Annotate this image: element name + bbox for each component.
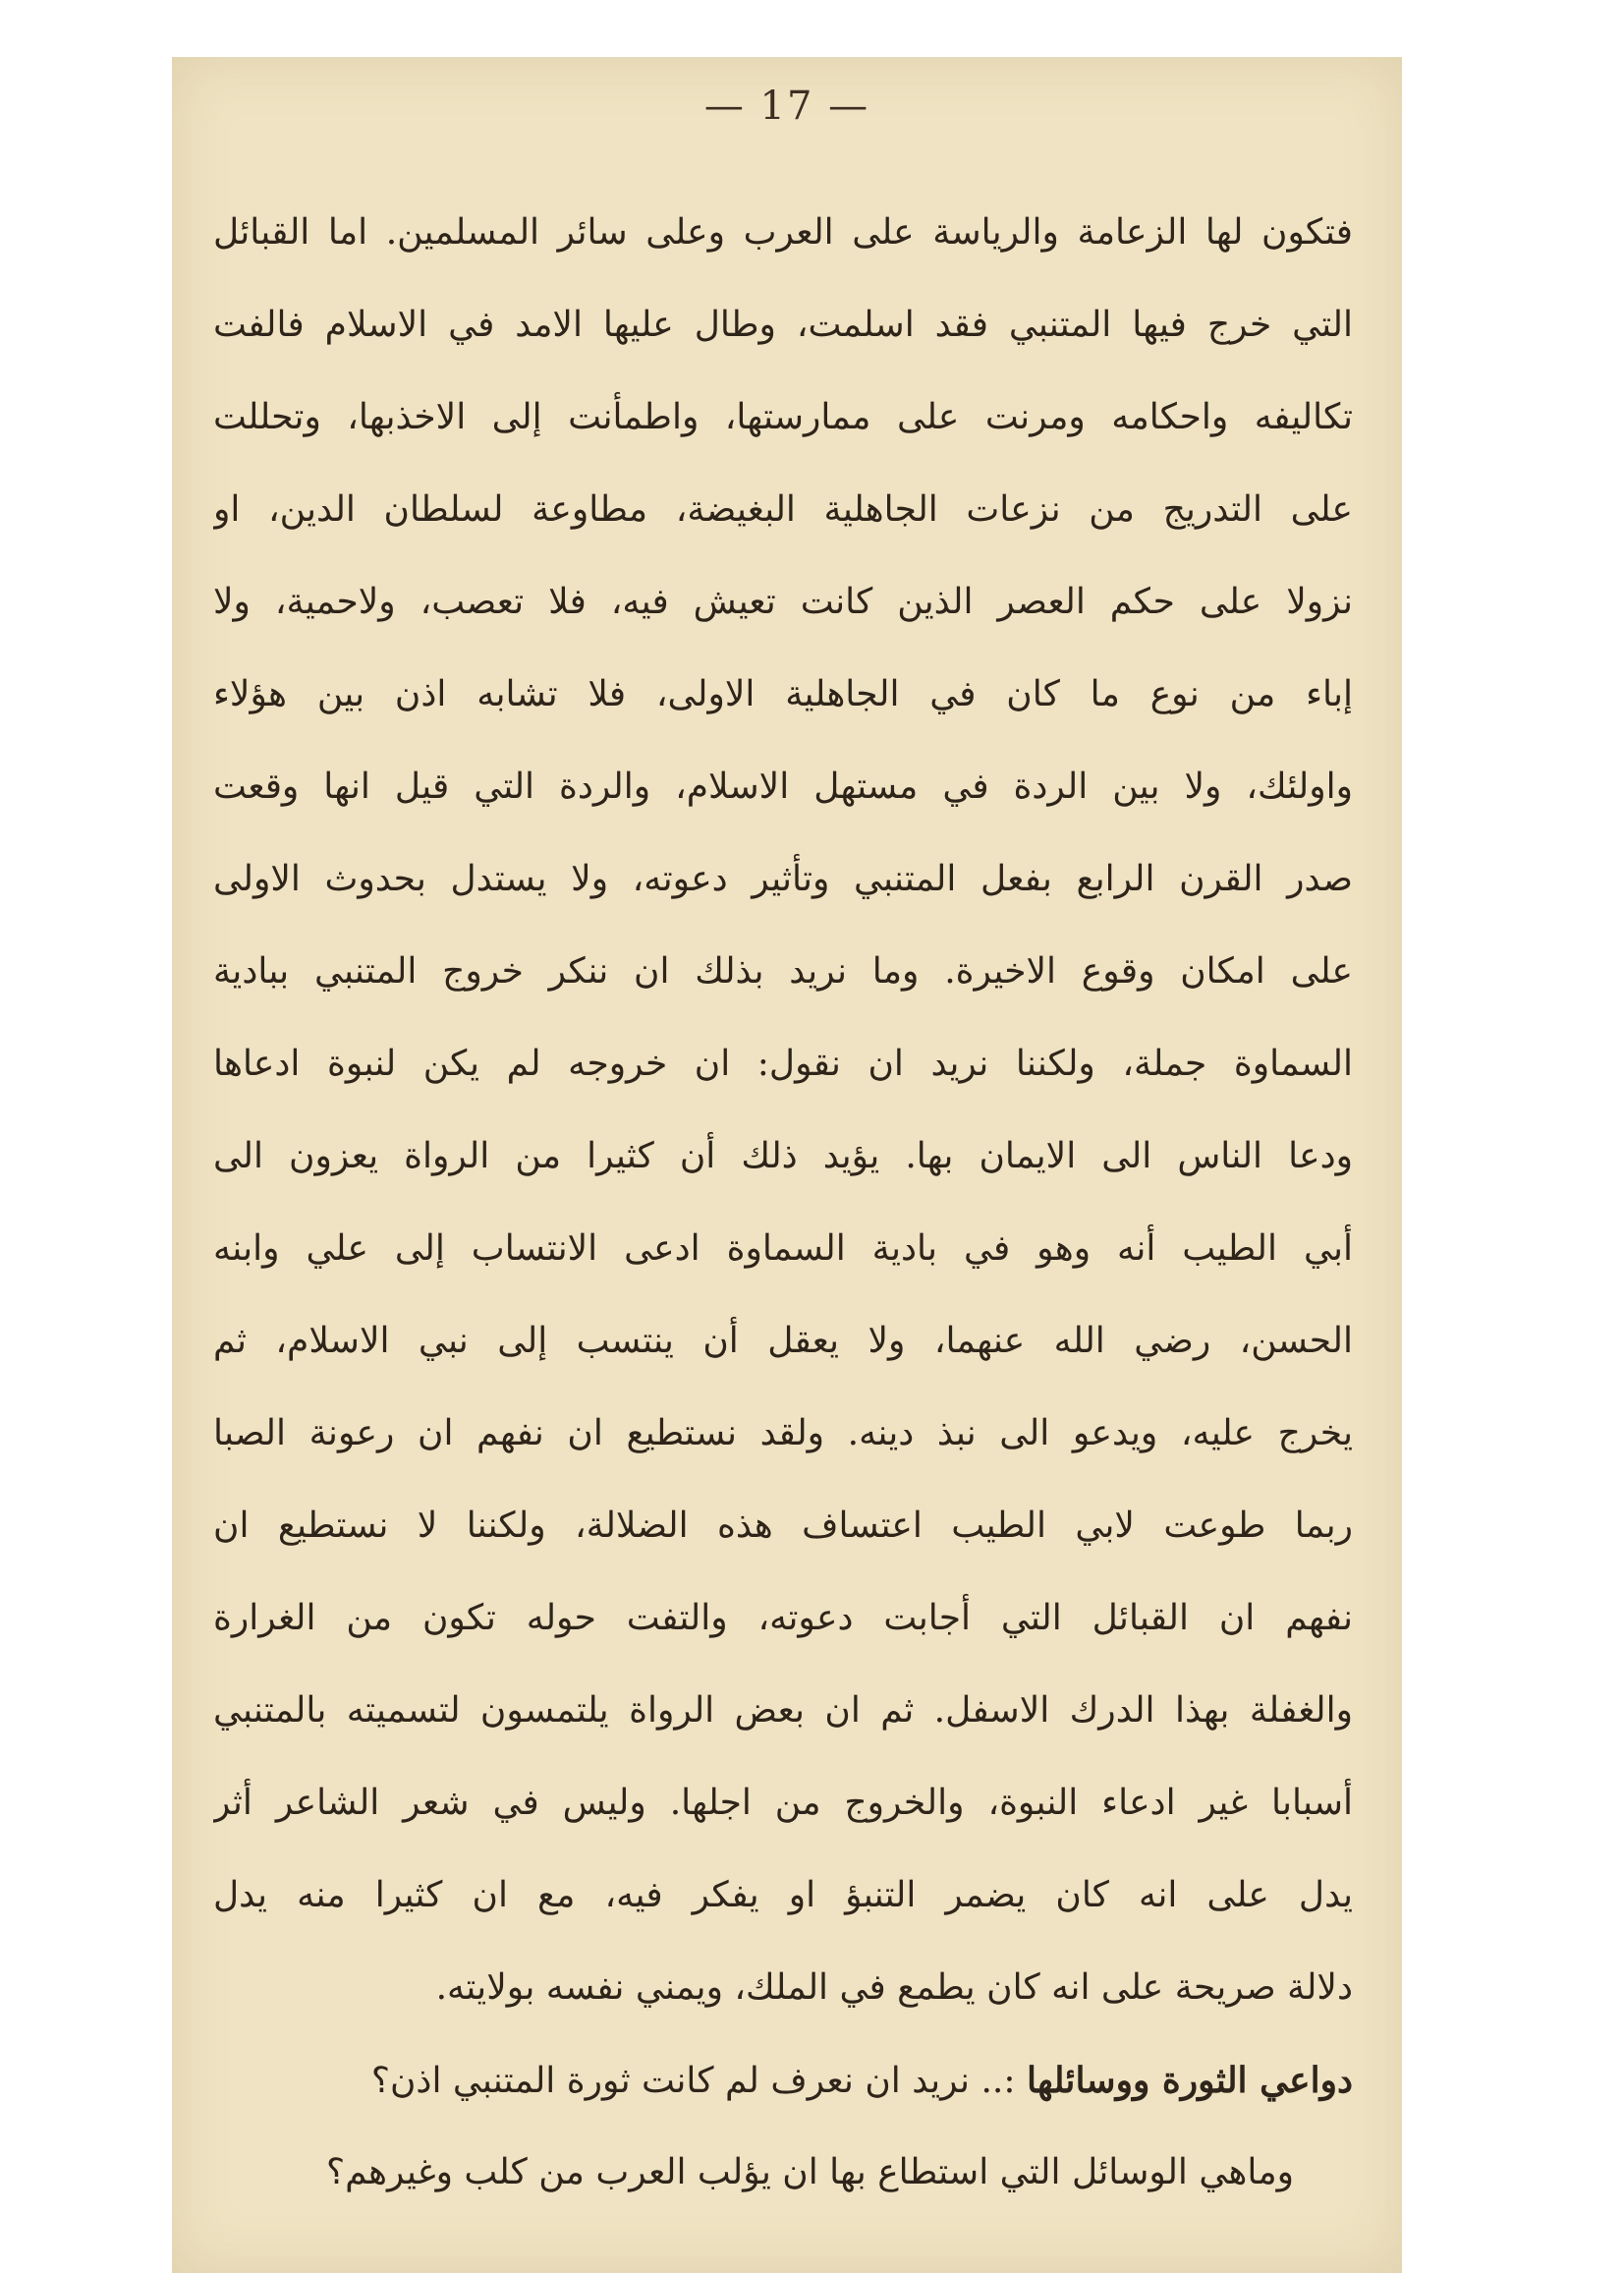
- text-line: واولئك، ولا بين الردة في مستهل الاسلام، والردة التي قيل انها وقعت: [213, 767, 1353, 807]
- body-text: [172, 187, 1402, 2219]
- text-line: نزولا على حكم العصر الذين كانت تعيش فيه، فلا تعصب، ولاحمية، ولا: [213, 582, 1353, 622]
- text-line: دلالة صريحة على انه كان يطمع في الملك، ويمني نفسه بولايته.: [435, 1967, 1353, 2008]
- text-line: التي خرج فيها المتنبي فقد اسلمت، وطال عليها الامد في الاسلام فالفت: [213, 305, 1353, 345]
- text-line: وماهي الوسائل التي استطاع بها ان يؤلب العرب من كلب وغيرهم؟: [325, 2152, 1294, 2192]
- text-line: صدر القرن الرابع بفعل المتنبي وتأثير دعوته، ولا يستدل بحدوث الاولى: [213, 859, 1353, 899]
- text-line: على التدريج من نزعات الجاهلية البغيضة، مطاوعة لسلطان الدين، او: [213, 489, 1353, 530]
- text-line: ربما طوعت لابي الطيب اعتساف هذه الضلالة، ولكننا لا نستطيع ان: [213, 1506, 1353, 1546]
- text-line: أبي الطيب أنه وهو في بادية السماوة ادعى الانتساب إلى علي وابنه: [213, 1228, 1353, 1269]
- text-line: والغفلة بهذا الدرك الاسفل. ثم ان بعض الرواة يلتمسون لتسميته بالمتنبي: [213, 1690, 1353, 1731]
- text-line: إباء من نوع ما كان في الجاهلية الاولى، فلا تشابه اذن بين هؤلاء: [213, 674, 1353, 714]
- section-heading: دواعي الثورة ووسائلها: [1026, 2060, 1353, 2101]
- text-line: الحسن، رضي الله عنهما، ولا يعقل أن ينتسب إلى نبي الاسلام، ثم: [213, 1321, 1353, 1361]
- text-line: يخرج عليه، ويدعو الى نبذ دينه. ولقد نستطيع ان نفهم ان رعونة الصبا: [213, 1413, 1353, 1453]
- text-line: نفهم ان القبائل التي أجابت دعوته، والتفت حوله تكون من الغرارة: [213, 1598, 1353, 1638]
- text-line: تكاليفه واحكامه ومرنت على ممارستها، واطمأنت إلى الاخذبها، وتحللت: [213, 397, 1353, 437]
- section-intro-text: نريد ان نعرف لم كانت ثورة المتنبي اذن؟: [370, 2061, 971, 2101]
- section-heading-line: [213, 2034, 1353, 2127]
- text-line: أسبابا غير ادعاء النبوة، والخروج من اجلها. وليس في شعر الشاعر أثر: [213, 1783, 1353, 1823]
- text-line: فتكون لها الزعامة والرياسة على العرب وعلى سائر المسلمين. اما القبائل: [213, 212, 1353, 253]
- section-separator: :..: [970, 2061, 1027, 2101]
- text-line: على امكان وقوع الاخيرة. وما نريد بذلك ان ننكر خروج المتنبي ببادية: [213, 951, 1353, 992]
- page-number: — 17 —: [703, 84, 870, 129]
- text-line: السماوة جملة، ولكننا نريد ان نقول: ان خروجه لم يكن لنبوة ادعاها: [213, 1044, 1353, 1084]
- scanned-page: [172, 57, 1402, 2273]
- text-line: ودعا الناس الى الايمان بها. يؤيد ذلك أن كثيرا من الرواة يعزون الى: [213, 1136, 1353, 1176]
- text-line: يدل على انه كان يضمر التنبؤ او يفكر فيه، مع ان كثيرا منه يدل: [213, 1875, 1353, 1915]
